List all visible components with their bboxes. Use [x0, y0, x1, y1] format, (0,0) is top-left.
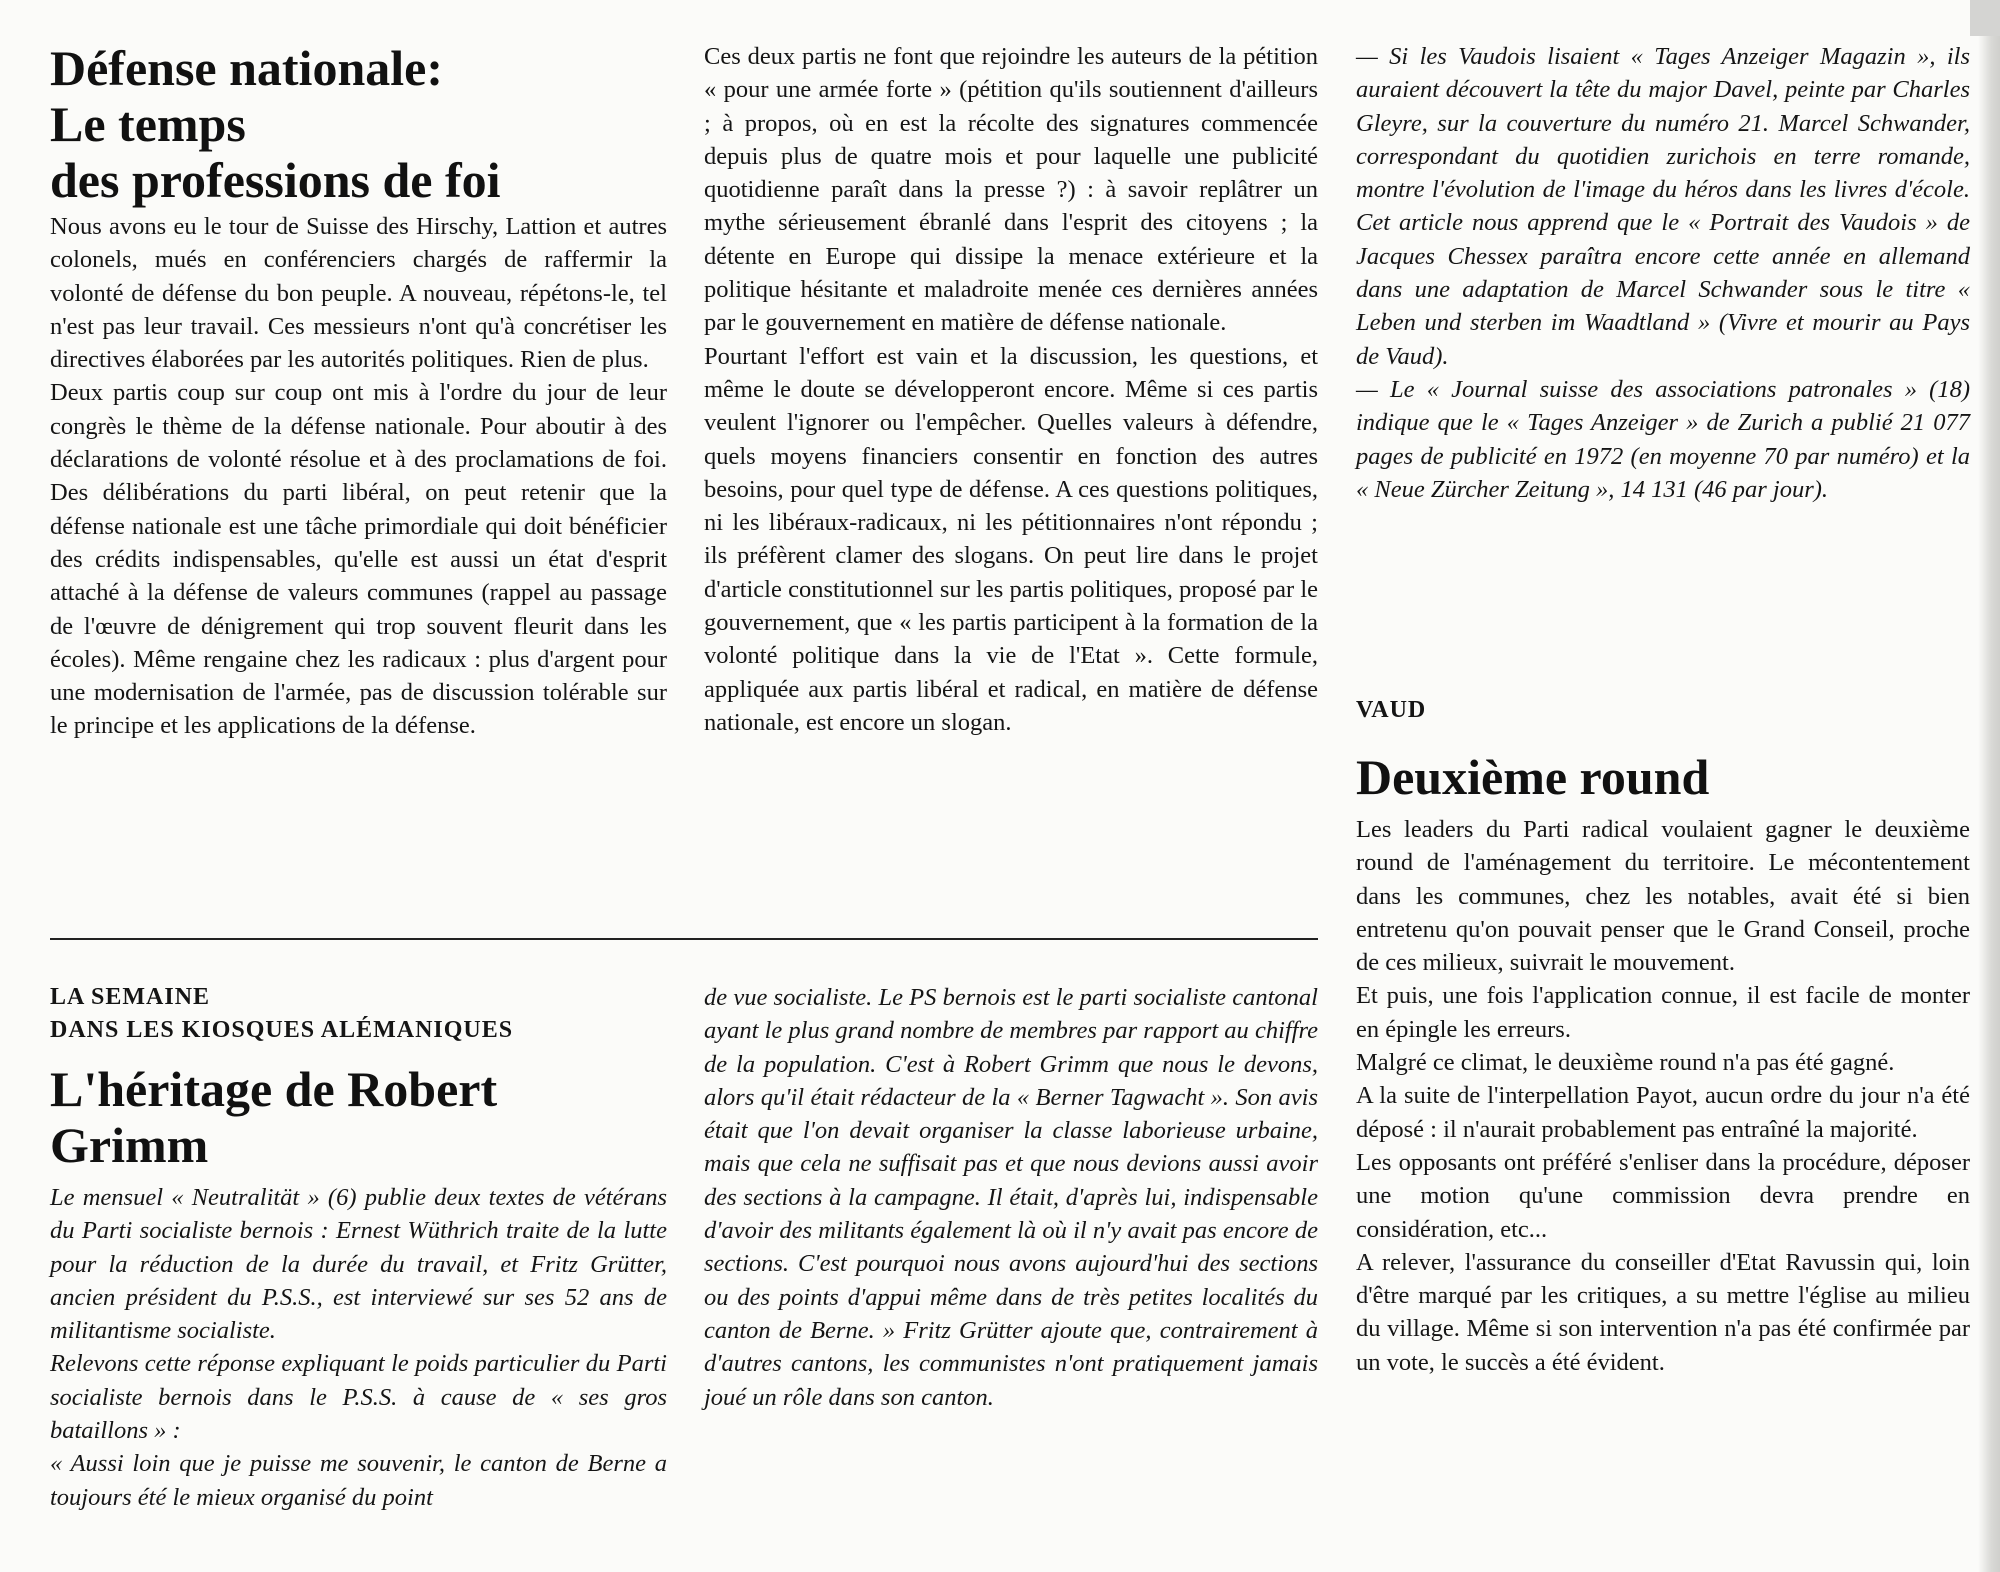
paragraph: Et puis, une fois l'application connue, il est facile de monter en épingle les erreurs. — [1356, 982, 1970, 1043]
kiosk-notes-column — [1356, 40, 1970, 506]
article-grimm-column-1 — [50, 981, 667, 1514]
paragraph: Malgré ce climat, le deuxième round n'a pas été gagné. — [1356, 1049, 1895, 1077]
page-edge-shadow — [1978, 0, 2000, 1572]
article-vaud-column — [1356, 694, 1970, 1379]
kiosk-note: — Le « Journal suisse des associations patronales » (18) indique que le « Tages Anzeiger » de Zurich a publié 21 077 pages de publicité en 1972 (en moyenne 70 par numéro) et la « Neue Zürcher Zeitung », 14 131 (46 par jour). — [1356, 375, 1970, 503]
paragraph: Pourtant l'effort est vain et la discussion, les questions, et même le doute se développeront encore. Même si ces partis veulent l'ignorer ou l'empêcher. Quelles valeurs à défendre, quels moyens financiers consentir en fonction des autres besoins, pour quel type de défense. A ces questions politiques, ni les libéraux-radicaux, ni les pétitionnaires n'ont répondu ; ils préfèrent clamer des slogans. On peut lire dans le projet d'article constitutionnel sur les partis politiques, proposé par le gouvernement, que « les partis participent à la formation de la volonté politique dans la vie de l'Etat ». Cette formule, appliquée aux partis libéral et radical, en matière de défense nationale, est encore un slogan. — [704, 342, 1318, 736]
paragraph: Les leaders du Parti radical voulaient gagner le deuxième round de l'aménagement du territoire. Le mécontentement dans les communes, chez les notables, avait été si bien entretenu qu'on pouvait penser que le Grand Conseil, proche de ces milieux, suivrait le mouvement. — [1356, 816, 1970, 977]
kiosk-note: — Si les Vaudois lisaient « Tages Anzeiger Magazin », ils auraient découvert la tête du major Davel, peinte par Charles Gleyre, sur la couverture du numéro 21. Marcel Schwander, correspondant du quotidien zurichois en terre romande, montre l'évolution de l'image du héros dans les livres d'école. Cet article nous apprend que le « Portrait des Vaudois » de Jacques Chessex paraîtra encore cette année en allemand dans une adaptation de Marcel Schwander sous le titre « Leben und sterben im Waadtland » (Vivre et mourir au Pays de Vaud). — [1356, 43, 1970, 370]
scan-corner — [1970, 0, 2000, 36]
paragraph: Deux partis coup sur coup ont mis à l'ordre du jour de leur congrès le thème de la défense nationale. Pour aboutir à des déclarations de volonté résolue et à des proclamations de foi. Des délibérations du parti libéral, on peut retenir que la défense nationale est une tâche primordiale qui doit bénéficier des crédits indispensables, qu'elle est aussi un état d'esprit attaché à la défense de valeurs communes (rappel au passage de l'œuvre de dénigrement qui trop souvent fleurit dans les écoles). Même rengaine chez les radicaux : plus d'argent pour une modernisation de l'armée, pas de discussion tolérable sur le principe et les applications de la défense. — [50, 379, 667, 740]
paragraph: « Aussi loin que je puisse me souvenir, le canton de Berne a toujours été le mieux organisé du point — [50, 1450, 667, 1511]
paragraph: A relever, l'assurance du conseiller d'Etat Ravussin qui, loin d'être marqué par les critiques, a su mettre l'église au milieu du village. Même si son intervention n'a pas été confirmée par un vote, le succès a été évident. — [1356, 1248, 1970, 1376]
paragraph: A la suite de l'interpellation Payot, aucun ordre du jour n'a été déposé : il n'aurait probablement pas entraîné la majorité. — [1356, 1082, 1970, 1143]
paragraph: Nous avons eu le tour de Suisse des Hirschy, Lattion et autres colonels, mués en conférenciers chargés de raffermir la volonté de défense du bon peuple. A nouveau, répétons-le, tel n'est pas leur travail. Ces messieurs n'ont qu'à concrétiser les directives élaborées par les autorités politiques. Rien de plus. — [50, 213, 667, 374]
paragraph: Le mensuel « Neutralität » (6) publie deux textes de vétérans du Parti socialiste bernois : Ernest Wüthrich traite de la lutte pour la réduction de la durée du travail, et Fritz Grütter, ancien président du P.S.S., est interviewé sur ses 52 ans de militantisme socialiste. — [50, 1184, 667, 1345]
article-defense-title — [50, 40, 667, 208]
article-grimm-title: L'héritage de Robert Grimm — [50, 1061, 498, 1173]
paragraph: de vue socialiste. Le PS bernois est le parti socialiste cantonal ayant le plus grand nombre de membres par rapport au chiffre de la population. C'est à Robert Grimm que nous le devons, alors qu'il était rédacteur de la « Berner Tagwacht ». Son avis était que l'on devait organiser la classe laborieuse urbaine, mais que cela ne suffisait pas et que nous devions aussi avoir des sections à la campagne. Il était, d'après lui, indispensable d'avoir des militants également là où il n'y avait pas encore de sections. C'est pourquoi nous avons aujourd'hui des sections ou des points d'appui même dans de très petites localités du canton de Berne. » Fritz Grütter ajoute que, contrairement à d'autres cantons, les communistes n'ont pratiquement jamais joué un rôle dans son canton. — [704, 984, 1318, 1411]
paragraph: Les opposants ont préféré s'enliser dans la procédure, déposer une motion qu'une commission devra prendre en considération, etc... — [1356, 1148, 1970, 1243]
title-line-3: des professions de foi — [50, 152, 501, 208]
kicker-line-2: DANS LES KIOSQUES ALÉMANIQUES — [50, 1017, 514, 1043]
paragraph: Ces deux partis ne font que rejoindre les auteurs de la pétition « pour une armée forte » (pétition qu'ils soutiennent d'ailleurs ; à propos, où en est la récolte des signatures commencée depuis plus de quatre mois et pour laquelle une publicité quotidienne paraît dans la presse ?) : à savoir replâtrer un mythe sérieusement ébranlé dans l'esprit des citoyens ; la détente en Europe qui dissipe la menace extérieure et la politique hésitante et maladroite menée ces dernières années par le gouvernement en matière de défense nationale. — [704, 43, 1318, 337]
paragraph: Relevons cette réponse expliquant le poids particulier du Parti socialiste bernois dans le P.S.S. à cause de « ses gros bataillons » : — [50, 1350, 667, 1445]
article-defense-column-1 — [50, 40, 667, 743]
section-divider — [50, 938, 1318, 940]
title-line-1: Défense nationale: — [50, 40, 443, 96]
section-kicker — [50, 981, 667, 1047]
section-kicker-vaud: VAUD — [1356, 697, 1427, 723]
title-line-2: Le temps — [50, 96, 246, 152]
article-vaud-title: Deuxième round — [1356, 749, 1710, 805]
article-grimm-column-2 — [704, 981, 1318, 1414]
kicker-line-1: LA SEMAINE — [50, 984, 211, 1010]
article-defense-column-2 — [704, 40, 1318, 739]
